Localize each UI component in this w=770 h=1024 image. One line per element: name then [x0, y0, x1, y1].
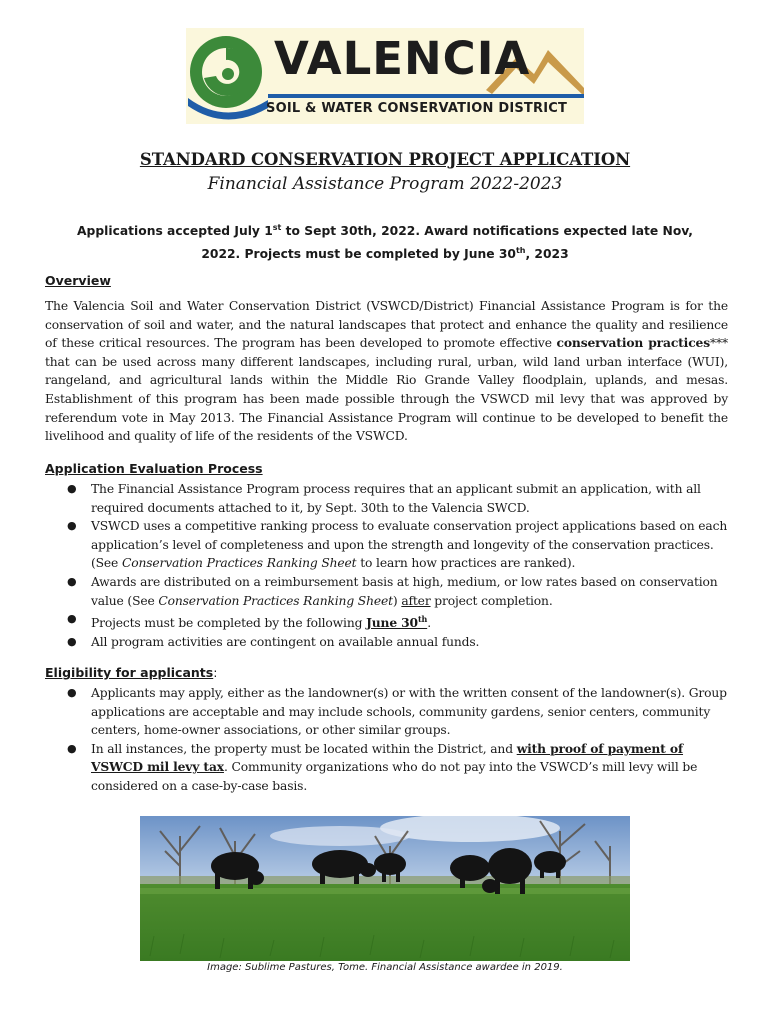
list-item-bold: with proof of payment of VSWCD mil levy tax [91, 740, 684, 775]
eligibility-list [45, 684, 728, 796]
logo-name: VALENCIA [274, 32, 531, 85]
cattle-pasture-image [140, 816, 630, 961]
eligibility-heading-text: Eligibility for applicants [45, 665, 214, 680]
list-item-text: The Financial Assistance Program process requires that an applicant submit an application, with all required documents attached to it, by Sept. 30th to the Valencia SWCD. [91, 482, 701, 515]
list-item-text: In all instances, the property must be located within the District, and [91, 741, 517, 756]
acceptance-text: Applications accepted July 1 [77, 224, 273, 239]
list-item-text: project completion. [430, 593, 553, 608]
overview-bold: conservation practices [556, 335, 710, 351]
list-item-text: Projects must be completed by the following [91, 616, 367, 631]
list-item [45, 517, 728, 573]
bullet-icon: ● [67, 634, 77, 648]
logo-tagline: SOIL & WATER CONSERVATION DISTRICT [266, 101, 568, 116]
bullet-icon: ● [67, 741, 77, 755]
list-item [45, 740, 728, 796]
acceptance-sup: st [272, 223, 282, 232]
bullet-icon: ● [67, 574, 77, 588]
list-item-text: Awards are distributed on a reimbursement basis at high, medium, or low rates based on conservation value (See [91, 574, 718, 608]
bullet-icon: ● [67, 612, 77, 626]
list-item-sup: th [417, 614, 428, 625]
list-item-italic: Conservation Practices Ranking Sheet [121, 556, 357, 571]
eligibility-heading [45, 665, 217, 680]
acceptance-sup: th [515, 246, 526, 256]
list-item-text: VSWCD uses a competitive ranking process to evaluate conservation project applications based on each application’s level of completeness and upon the strength and longevity of the conservation practices. (See [91, 519, 728, 571]
list-item-text: Applicants may apply, either as the landowner(s) or with the written consent of the landowner(s). Group applications are acceptable and may include schools, community gardens, senior centers, community centers, home-owner associations, or other similar groups. [91, 686, 727, 738]
list-item-text: to learn how practices are ranked). [356, 556, 576, 571]
pasture-photo [140, 816, 630, 961]
list-item-text: . [427, 616, 431, 631]
list-item-text: . Community organizations who do not pay into the VSWCD’s mill levy will be considered on a case-by-case basis. [91, 760, 698, 793]
page-subtitle: Financial Assistance Program 2022-2023 [207, 174, 563, 194]
evaluation-list [45, 480, 728, 651]
list-item [45, 573, 728, 610]
acceptance-text: to Sept 30th, 2022. Award notifications expected late Nov, [281, 224, 693, 239]
bullet-icon: ● [67, 519, 77, 533]
list-item-bold: June 30 [366, 615, 418, 631]
bullet-icon: ● [67, 482, 77, 495]
list-item [45, 633, 728, 652]
acceptance-text: , 2023 [525, 247, 569, 262]
overview-paragraph [45, 297, 728, 446]
photo-caption: Image: Sublime Pastures, Tome. Financial Assistance awardee in 2019. [207, 962, 563, 973]
list-item-text: ) [392, 593, 402, 608]
page-title: STANDARD CONSERVATION PROJECT APPLICATION [139, 150, 631, 169]
list-item-underline: after [401, 593, 431, 608]
bullet-icon: ● [67, 686, 77, 699]
list-item [45, 480, 728, 517]
overview-text: *** that can be used across many different landscapes, including rural, urban, wild land urban interface (WUI), rangeland, and agricultural lands within the Middle Rio Grande Valley floodplain, uplands, and mesas. Establishment of this program has been made possible through the VSWCD mil levy that was approved by referendum vote in May 2013. The Financial Assistance Program will continue to be developed to benefit the livelihood and quality of life of the residents of the VSWCD. [45, 336, 728, 444]
list-item [45, 610, 728, 633]
list-item [45, 684, 728, 740]
acceptance-text: 2022. Projects must be completed by June 30 [201, 247, 516, 262]
evaluation-heading: Application Evaluation Process [45, 461, 263, 476]
valencia-logo [186, 28, 584, 124]
list-item-text: All program activities are contingent on available annual funds. [91, 634, 480, 649]
overview-heading: Overview [45, 273, 111, 288]
acceptance-notice [60, 218, 710, 264]
eligibility-colon: : [213, 665, 218, 680]
overview-text: The Valencia Soil and Water Conservation District (VSWCD/District) Financial Assistance Program is for the conservation of soil and water, and the natural landscapes that protect and enhance the quality and resilience of these critical resources. The program has been developed to promote effective [45, 299, 728, 351]
list-item-italic: Conservation Practices Ranking Sheet [158, 593, 393, 608]
